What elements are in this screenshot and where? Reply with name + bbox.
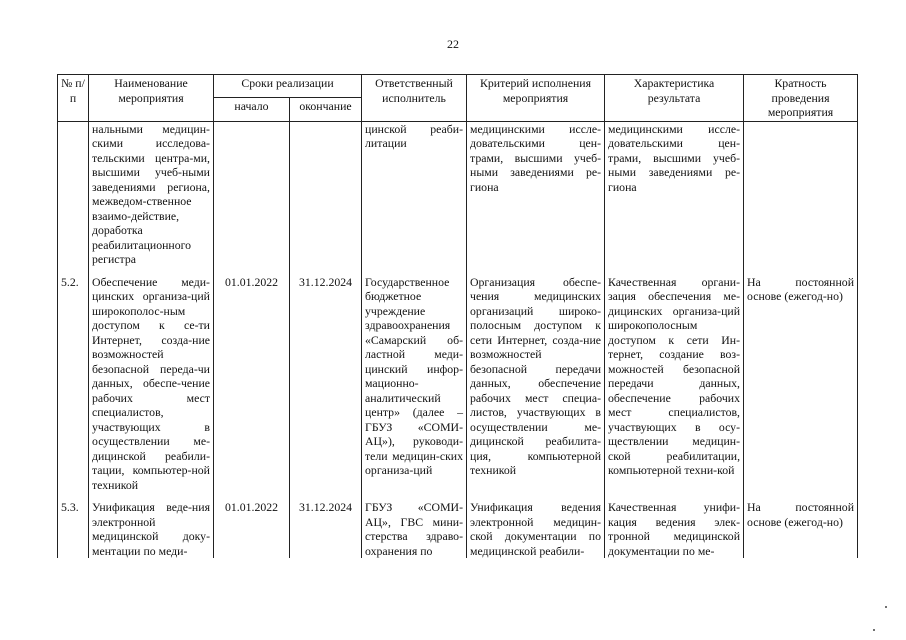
- cell-frequency: На постоянной основе (ежегод-но): [744, 492, 858, 558]
- scan-speck: [873, 629, 875, 631]
- header-start: начало: [214, 98, 290, 121]
- header-result: Характеристика результата: [605, 75, 744, 122]
- cell-end: 31.12.2024: [290, 267, 362, 493]
- cell-end: 31.12.2024: [290, 492, 362, 558]
- cell-criterion: Организация обеспе-чения медицинских организаций широко-полосным доступом к сети Интернет, созда-ние возможностей безопасной передачи данных, обеспечение рабочих мест специа-листов, участвующих в осуществлении ме-дицинской реабилита-ция, компьютерной техникой: [467, 267, 605, 493]
- table-row: [58, 267, 858, 493]
- cell-start: 01.01.2022: [214, 267, 290, 493]
- cell-start: [214, 121, 290, 267]
- cell-executor: ГБУЗ «СОМИ-АЦ», ГВС мини-стерства здраво-охранения по: [362, 492, 467, 558]
- cell-executor: цинской реаби-литации: [362, 121, 467, 267]
- cell-frequency: На постоянной основе (ежегод-но): [744, 267, 858, 493]
- cell-criterion: Унификация ведения электронной медицин-ской документации по медицинской реабили-: [467, 492, 605, 558]
- header-frequency: Кратность проведения мероприятия: [744, 75, 858, 122]
- page-number: 22: [447, 37, 459, 51]
- cell-result: медицинскими иссле-довательскими цен-трами, высшими учеб-ными заведениями ре-гиона: [605, 121, 744, 267]
- cell-result: Качественная органи-зация обеспечения ме-дицинских организа-ций широкополосным доступом к сети Ин-тернет, создание воз-можностей безопасной передачи данных, обеспечение рабочих мест специалистов, участвующих в осу-ществлении медицин-ской реабилитации, компьютерной техни-кой: [605, 267, 744, 493]
- cell-criterion: медицинскими иссле-довательскими цен-трами, высшими учеб-ными заведениями ре-гиона: [467, 121, 605, 267]
- cell-end: [290, 121, 362, 267]
- cell-num: [58, 121, 89, 267]
- cell-executor: Государственное бюджетное учреждение здравоохранения «Самарский об-ластной меди-цинский инфор-мационно-аналитический центр» (далее – ГБУЗ «СОМИ-АЦ»), руководи-тели медицин-ских организа-ций: [362, 267, 467, 493]
- header-end: окончание: [290, 98, 362, 121]
- cell-start: 01.01.2022: [214, 492, 290, 558]
- cell-name: Обеспечение меди-цинских организа-ций широкополос-ным доступом к се-ти Интернет, созда-ние возможностей безопасной переда-чи данных, обеспе-чение рабочих мест специалистов, участвующих в осуществлении ме-дицинской реабили-тации, компьютер-ной техникой: [89, 267, 214, 493]
- activity-table: [57, 74, 858, 558]
- cell-num: 5.3.: [58, 492, 89, 558]
- header-terms: Сроки реализации: [214, 75, 362, 98]
- scan-speck: [885, 606, 887, 608]
- header-name: Наименование мероприятия: [89, 75, 214, 122]
- cell-name: Унификация веде-ния электронной медицинской доку-ментации по меди-: [89, 492, 214, 558]
- cell-name: нальными медицин-скими исследова-тельскими центра-ми, высшими учеб-ными заведениями региона, межведом-ственное взаимо-действие, доработка реабилитационного регистра: [89, 121, 214, 267]
- table-row: [58, 492, 858, 558]
- cell-frequency: [744, 121, 858, 267]
- cell-num: 5.2.: [58, 267, 89, 493]
- cell-result: Качественная унифи-кация ведения элек-тронной медицинской документации по ме-: [605, 492, 744, 558]
- header-executor: Ответственный исполнитель: [362, 75, 467, 122]
- table-row: [58, 121, 858, 267]
- header-criterion: Критерий исполнения мероприятия: [467, 75, 605, 122]
- header-num: № п/п: [58, 75, 89, 122]
